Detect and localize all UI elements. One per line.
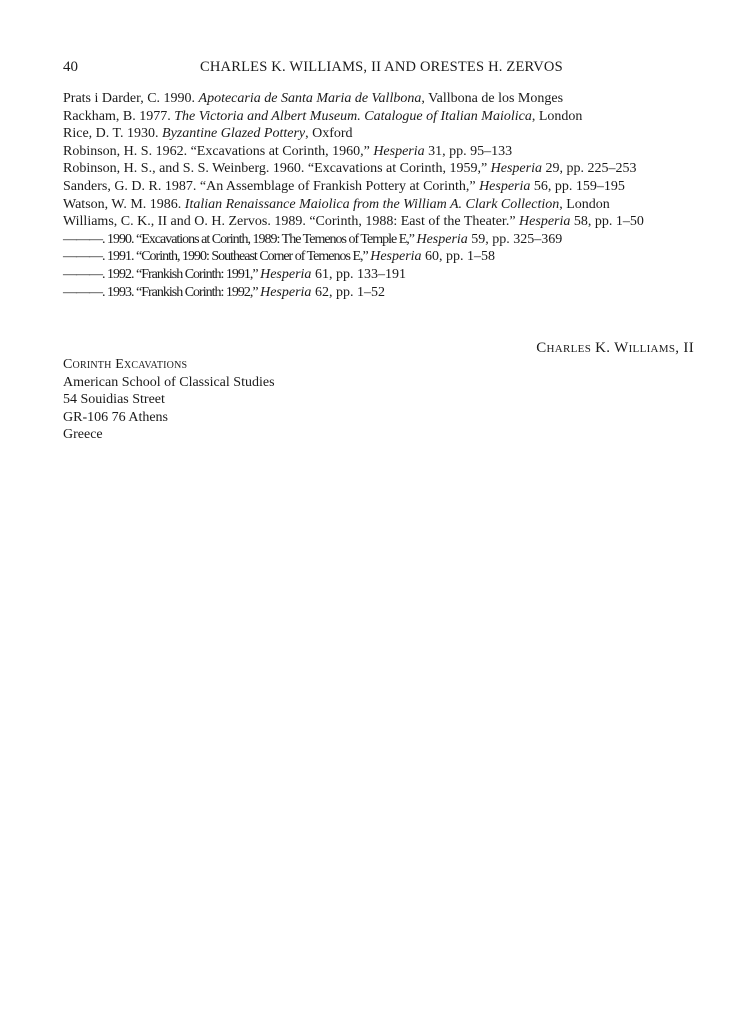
reference-entry: ———. 1990. “Excavations at Corinth, 1989: The Temenos of Temple E,” Hesperia 59, pp. 325–369	[63, 231, 563, 247]
reference-entry: Robinson, H. S., and S. S. Weinberg. 1960. “Excavations at Corinth, 1959,” Hesperia 29, pp. 225–253	[63, 161, 637, 177]
reference-list	[63, 90, 713, 301]
running-head: CHARLES K. WILLIAMS, II AND ORESTES H. ZERVOS	[200, 59, 563, 75]
reference-entry: ———. 1991. “Corinth, 1990: Southeast Corner of Temenos E,” Hesperia 60, pp. 1–58	[63, 249, 496, 265]
reference-entry: ———. 1992. “Frankish Corinth: 1991,” Hesperia 61, pp. 133–191	[63, 266, 406, 282]
reference-entry: ———. 1993. “Frankish Corinth: 1992,” Hesperia 62, pp. 1–52	[63, 284, 385, 300]
page-number: 40	[63, 59, 78, 75]
reference-entry: Prats i Darder, C. 1990. Apotecaria de Santa Maria de Vallbona, Vallbona de los Monges	[63, 91, 564, 106]
address-line: Greece	[63, 427, 103, 443]
reference-entry: Rackham, B. 1977. The Victoria and Albert Museum. Catalogue of Italian Maiolica, London	[63, 108, 583, 124]
address-line: American School of Classical Studies	[63, 374, 275, 390]
author-address	[63, 356, 275, 444]
reference-entry: Robinson, H. S. 1962. “Excavations at Corinth, 1960,” Hesperia 31, pp. 95–133	[63, 143, 513, 159]
reference-entry: Sanders, G. D. R. 1987. “An Assemblage of Frankish Pottery at Corinth,” Hesperia 56, pp. 159–195	[63, 178, 625, 194]
address-institution: Corinth Excavations	[63, 357, 188, 372]
reference-entry: Watson, W. M. 1986. Italian Renaissance Maiolica from the William A. Clark Collection, London	[63, 196, 610, 212]
reference-entry: Williams, C. K., II and O. H. Zervos. 1989. “Corinth, 1988: East of the Theater.” Hesperia 58, pp. 1–50	[63, 214, 644, 230]
reference-entry: Rice, D. T. 1930. Byzantine Glazed Pottery, Oxford	[63, 126, 353, 142]
address-line: 54 Souidias Street	[63, 392, 165, 408]
address-line: GR-106 76 Athens	[63, 409, 168, 425]
author-signature: Charles K. Williams, II	[536, 340, 694, 356]
